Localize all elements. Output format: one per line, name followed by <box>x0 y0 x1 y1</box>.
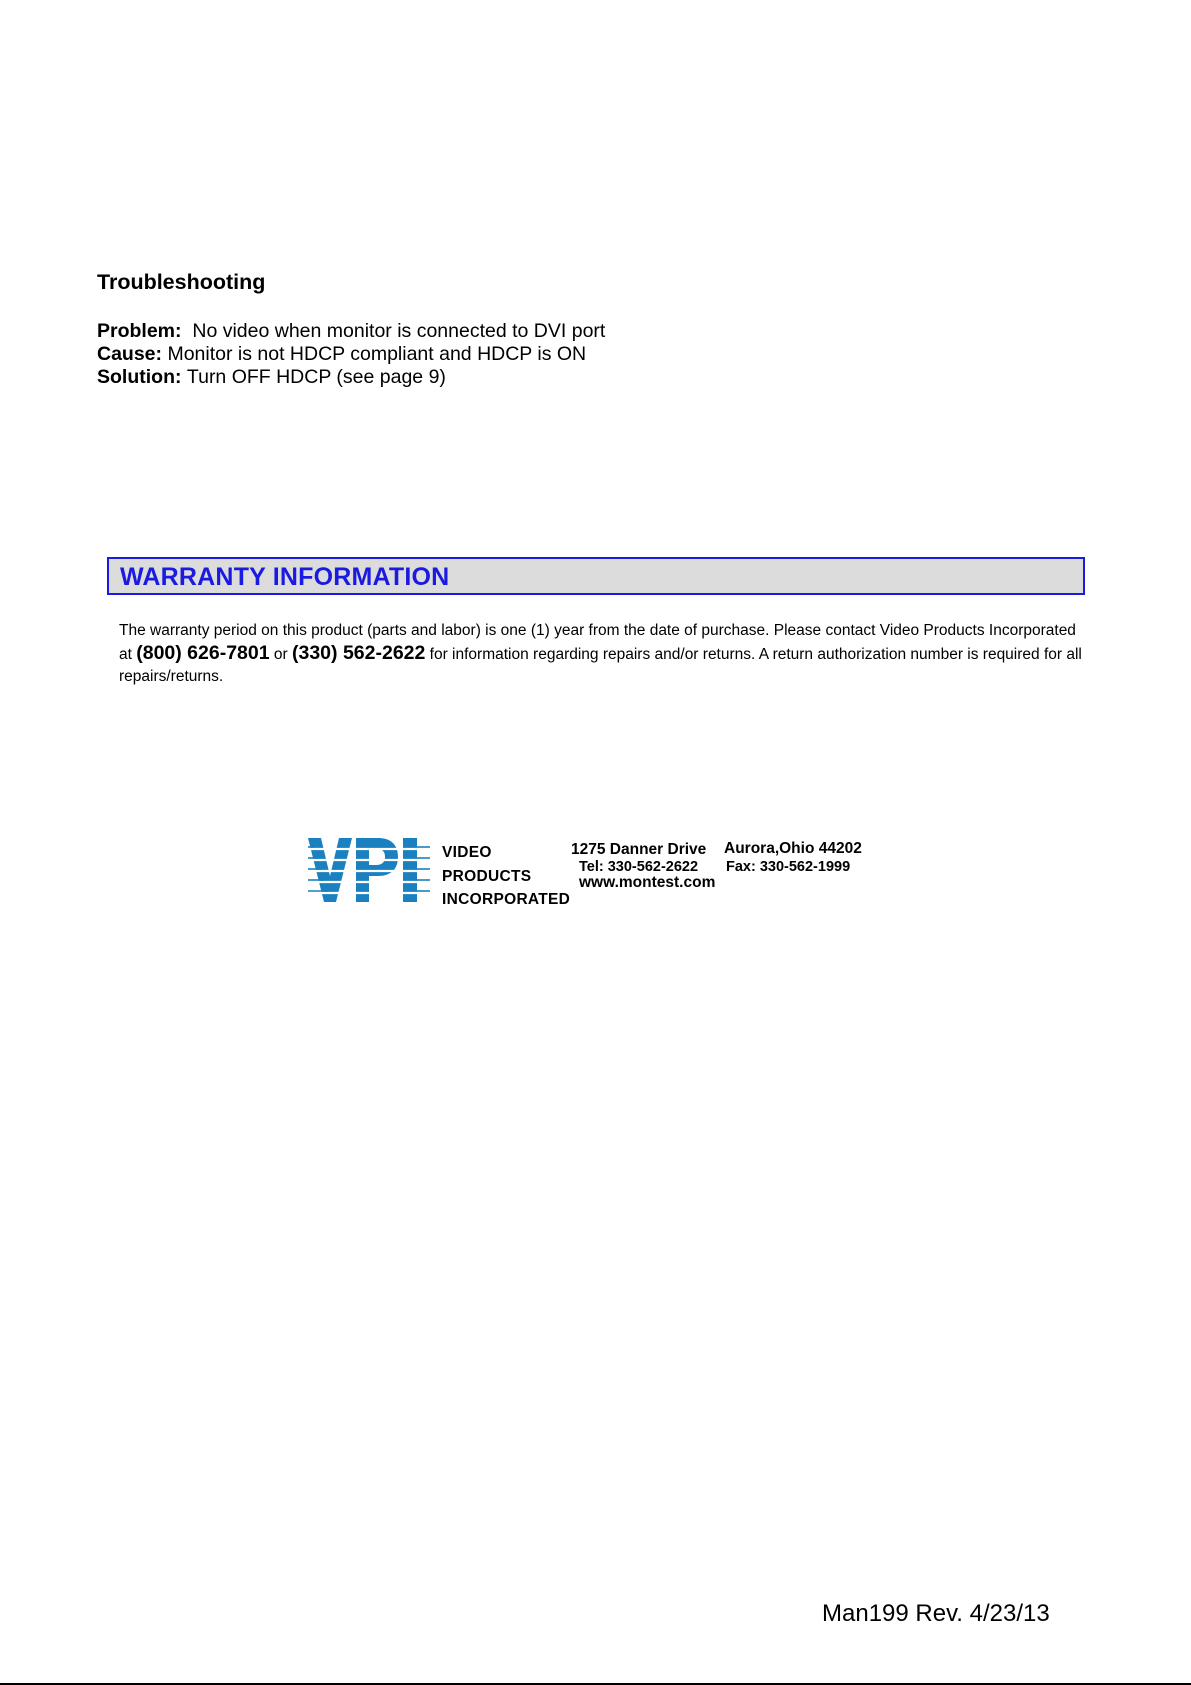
phone-number-local: (330) 562-2622 <box>292 642 426 664</box>
solution-text: Turn OFF HDCP (see page 9) <box>186 366 446 388</box>
solution-line <box>97 366 446 389</box>
problem-label: Problem: <box>97 320 182 342</box>
cause-line <box>97 343 586 366</box>
company-name-line3: INCORPORATED <box>442 891 571 908</box>
warranty-title: WARRANTY INFORMATION <box>120 563 450 591</box>
warranty-text-part2: for information regarding repairs and/or returns. A return authorization number is required for all repairs/returns. <box>119 646 1082 685</box>
warranty-text-part1: The warranty period on this product (parts and labor) is one (1) year from the date of purchase. Please contact Video Products Incorporated at <box>119 622 1076 663</box>
warranty-text-or: or <box>269 646 292 663</box>
company-name-line2: PRODUCTS <box>442 867 532 885</box>
troubleshooting-heading: Troubleshooting <box>97 270 266 294</box>
phone-number-tollfree: (800) 626-7801 <box>136 642 270 664</box>
warranty-paragraph <box>119 620 1084 688</box>
company-name <box>442 841 570 912</box>
warranty-banner <box>107 557 1085 595</box>
company-name-line1: VIDEO <box>442 844 492 861</box>
cause-text: Monitor is not HDCP compliant and HDCP is ON <box>167 343 587 365</box>
telephone: Tel: 330-562-2622 <box>579 859 699 875</box>
revision-footer: Man199 Rev. 4/23/13 <box>822 1600 1050 1627</box>
fax: Fax: 330-562-1999 <box>726 859 851 875</box>
problem-line <box>97 320 605 343</box>
problem-text: No video when monitor is connected to DVI port <box>192 320 606 342</box>
cause-label: Cause: <box>97 343 163 365</box>
solution-label: Solution: <box>97 366 182 388</box>
street-address: 1275 Danner Drive <box>571 841 707 858</box>
city-address: Aurora,Ohio 44202 <box>724 840 862 857</box>
website-link[interactable]: www.montest.com <box>579 874 716 891</box>
vpi-logo-icon <box>308 836 430 904</box>
